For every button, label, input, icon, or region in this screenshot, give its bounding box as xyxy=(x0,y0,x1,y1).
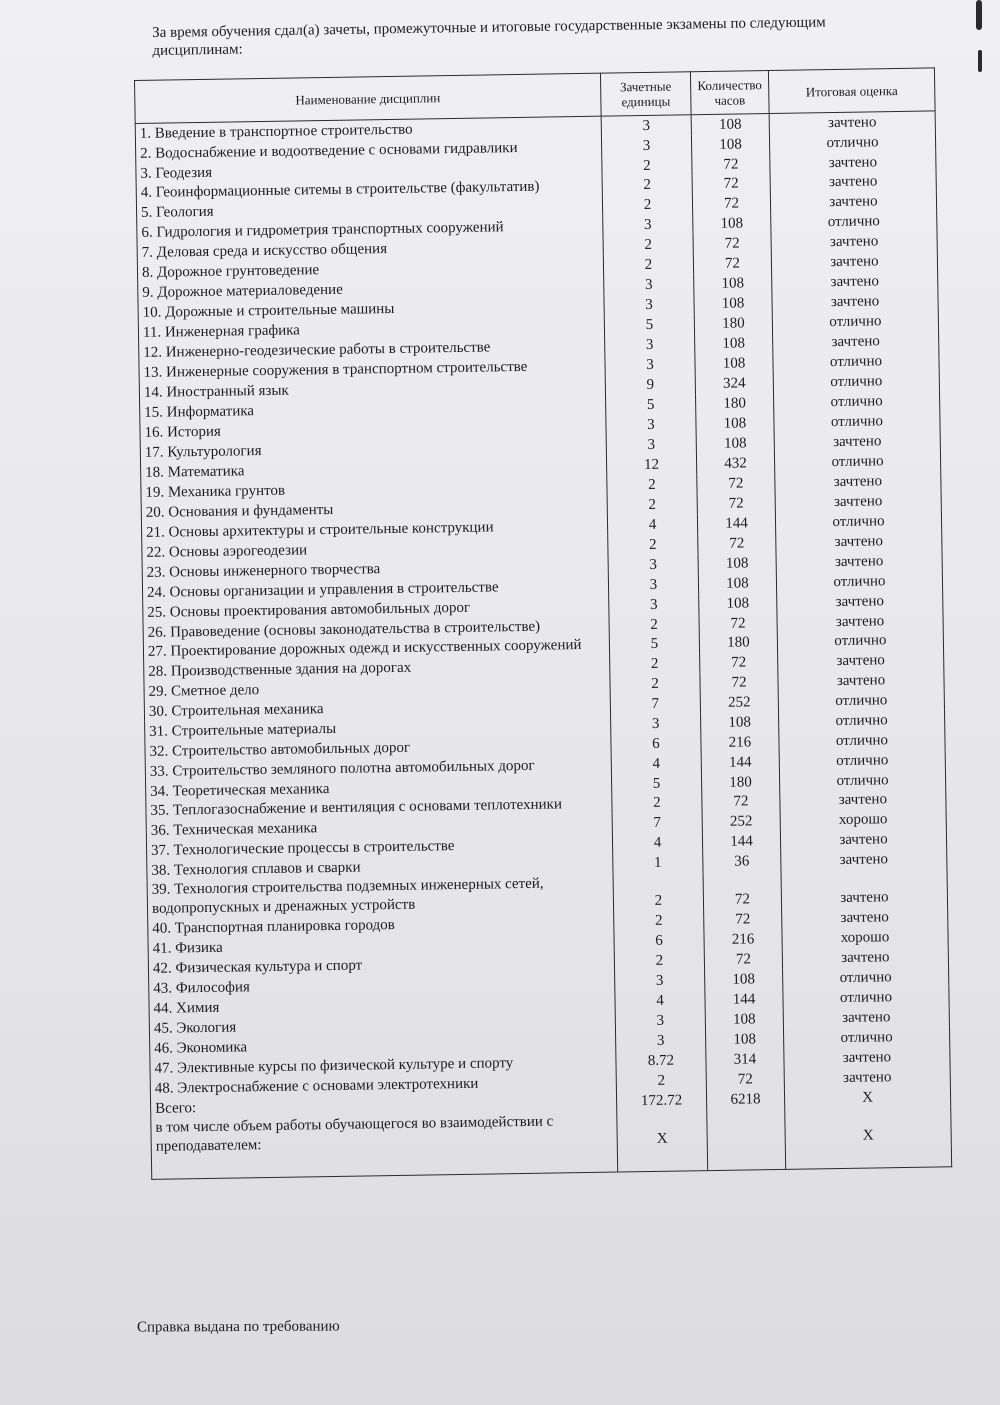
grade-cell: отлично xyxy=(773,390,939,413)
hours-cell: 72 xyxy=(704,949,782,970)
grade-cell: отлично xyxy=(779,749,945,772)
grade-cell: зачтено xyxy=(776,550,942,573)
discipline-name: 22. Основы аэрогеодезии xyxy=(142,536,608,563)
credits-cell: 3 xyxy=(606,434,696,455)
discipline-name: 4. Геоинформационные ситемы в строительстве (факультатив) xyxy=(136,177,602,203)
grade-cell: зачтено xyxy=(772,290,938,313)
grade-cell: зачтено xyxy=(769,111,935,134)
hours-cell: 108 xyxy=(695,353,773,374)
footer-note: Справка выдана по требованию xyxy=(136,1318,340,1336)
hours-cell: 252 xyxy=(700,692,778,713)
grade-cell: X xyxy=(785,1106,952,1147)
hours-cell: 108 xyxy=(705,1009,783,1030)
hours-cell: 72 xyxy=(698,533,776,554)
discipline-name: 6. Гидрология и гидрометрия транспортных сооружений xyxy=(137,216,603,243)
credits-cell: 2 xyxy=(603,254,693,275)
hours-cell: 108 xyxy=(698,553,776,574)
credits-cell: 172.72 xyxy=(616,1090,706,1111)
grade-cell: отлично xyxy=(778,689,944,712)
hours-cell: 72 xyxy=(697,493,775,514)
discipline-name: 10. Дорожные и строительные машины xyxy=(138,296,604,323)
grade-cell: зачтено xyxy=(778,649,944,672)
discipline-name: 32. Строительство автомобильных дорог xyxy=(145,735,611,762)
discipline-name: 2. Водоснабжение и водоотведение с основами гидравлики xyxy=(136,137,602,164)
grade-cell: отлично xyxy=(772,310,938,333)
hours-cell: 72 xyxy=(699,613,777,634)
credits-cell: 3 xyxy=(608,554,698,575)
grade-cell: зачтено xyxy=(775,470,941,493)
grade-cell: зачтено xyxy=(783,1006,949,1029)
hours-cell: 108 xyxy=(694,293,772,314)
credits-cell: 1 xyxy=(613,852,703,873)
grade-cell: отлично xyxy=(775,510,941,533)
discipline-name: 42. Физическая культура и спорт xyxy=(148,952,614,979)
credits-cell: 6 xyxy=(614,930,704,951)
discipline-name: 34. Теоретическая механика xyxy=(146,775,612,802)
credits-cell: 2 xyxy=(607,494,697,515)
hours-cell: 72 xyxy=(706,1069,784,1090)
hours-cell: 108 xyxy=(691,114,769,136)
hours-cell: 216 xyxy=(701,732,779,753)
grade-cell: отлично xyxy=(769,131,935,154)
discipline-name: 17. Культурология xyxy=(140,436,606,463)
discipline-name: 19. Механика грунтов xyxy=(141,476,607,503)
credits-cell: 5 xyxy=(604,314,694,335)
hours-cell: 108 xyxy=(698,573,776,594)
credits-cell: 2 xyxy=(613,872,704,911)
grades-table xyxy=(134,67,952,1179)
discipline-name: 13. Инженерные сооружения в транспортном строительстве xyxy=(139,356,605,383)
credits-cell: 2 xyxy=(602,175,692,195)
credits-cell: 4 xyxy=(607,514,697,535)
credits-cell: 2 xyxy=(610,673,700,694)
credits-cell: 2 xyxy=(614,910,704,931)
credits-cell: 3 xyxy=(611,713,701,734)
discipline-name: 21. Основы архитектуры и строительные конструкции xyxy=(141,516,607,543)
hours-cell: 108 xyxy=(691,134,769,155)
discipline-name: 23. Основы инженерного творчества xyxy=(142,556,608,583)
discipline-name: 47. Элективные курсы по физической культуре и спорту xyxy=(150,1052,616,1079)
grade-cell: отлично xyxy=(773,370,939,393)
discipline-name: 14. Иностранный язык xyxy=(139,376,605,403)
grade-cell: зачтено xyxy=(773,330,939,353)
grade-cell: отлично xyxy=(774,410,940,433)
credits-cell: 8.72 xyxy=(616,1050,706,1071)
hours-cell: 108 xyxy=(701,712,779,733)
credits-cell: 2 xyxy=(602,194,692,215)
credits-cell: 6 xyxy=(611,733,701,754)
grade-cell: зачтено xyxy=(770,151,936,174)
discipline-name: 35. Теплогазоснабжение и вентиляция с основами теплотехники xyxy=(146,795,612,821)
hours-cell: 108 xyxy=(693,213,771,234)
hours-cell: 108 xyxy=(695,333,773,354)
credits-cell: 3 xyxy=(601,115,691,137)
grade-cell: зачтено xyxy=(780,828,946,851)
credits-cell: 3 xyxy=(615,1010,705,1031)
grade-cell: хорошо xyxy=(782,926,948,949)
discipline-name: 46. Экономика xyxy=(150,1032,616,1059)
credits-cell: 3 xyxy=(604,294,694,315)
hours-cell: 72 xyxy=(693,253,771,274)
intro-text: За время обучения сдал(а) зачеты, промежуточные и итоговые государственные экзамены по следующим дисциплинам: xyxy=(152,14,826,59)
discipline-name: 1. Введение в транспортное строительство xyxy=(135,116,601,144)
grade-cell: зачтено xyxy=(784,1046,950,1069)
grade-cell: зачтено xyxy=(781,868,948,909)
grade-cell: зачтено xyxy=(771,230,937,253)
hours-cell: 72 xyxy=(702,792,780,812)
grade-cell: отлично xyxy=(783,986,949,1009)
edge-mark xyxy=(976,0,982,30)
grade-cell: зачтено xyxy=(770,171,936,193)
credits-cell: 3 xyxy=(605,334,695,355)
credits-cell: 12 xyxy=(606,454,696,475)
credits-cell: 5 xyxy=(611,773,701,794)
hours-cell: 180 xyxy=(699,633,777,653)
credits-cell: 4 xyxy=(612,832,702,853)
header-grade: Итоговая оценка xyxy=(768,68,935,114)
grade-cell: отлично xyxy=(779,769,945,792)
grade-cell: зачтено xyxy=(781,848,947,871)
credits-cell: 3 xyxy=(616,1030,706,1051)
discipline-name: 37. Технологические процессы в строительстве xyxy=(146,834,612,861)
grade-cell: зачтено xyxy=(776,530,942,553)
discipline-name: 39. Технология строительства подземных инженерных сетей, водопропускных и дренажных устройств xyxy=(147,874,614,919)
credits-cell: 5 xyxy=(606,394,696,415)
discipline-name: 9. Дорожное материаловедение xyxy=(138,276,604,303)
credits-cell: 2 xyxy=(614,950,704,971)
discipline-name: 12. Инженерно-геодезические работы в строительстве xyxy=(139,336,605,363)
credits-cell: 2 xyxy=(603,234,693,255)
grade-cell: зачтено xyxy=(782,946,948,969)
discipline-name: 26. Правоведение (основы законодательства в строительстве) xyxy=(143,616,609,643)
credits-cell: 2 xyxy=(610,653,700,674)
grade-cell: зачтено xyxy=(777,610,943,633)
credits-cell: 7 xyxy=(612,812,702,833)
credits-cell: 2 xyxy=(609,614,699,635)
discipline-name: 7. Деловая среда и искусство общения xyxy=(137,236,603,263)
discipline-name: 28. Производственные здания на дорогах xyxy=(144,655,610,682)
credits-cell: 3 xyxy=(601,135,691,156)
grade-cell: зачтено xyxy=(771,250,937,273)
discipline-name: 15. Информатика xyxy=(140,396,606,423)
hours-cell: 72 xyxy=(700,672,778,693)
hours-cell xyxy=(707,1109,786,1148)
hours-cell: 72 xyxy=(704,909,782,930)
discipline-name: 3. Геодезия xyxy=(136,157,602,184)
discipline-name: 5. Геология xyxy=(136,196,602,223)
credits-cell: 7 xyxy=(610,693,700,714)
discipline-name: 18. Математика xyxy=(141,456,607,483)
hours-cell: 144 xyxy=(701,752,779,773)
credits-cell: 3 xyxy=(615,970,705,991)
discipline-name: 24. Основы организации и управления в строительстве xyxy=(142,576,608,603)
grade-cell: отлично xyxy=(777,630,943,652)
discipline-name: 31. Строительные материалы xyxy=(145,715,611,742)
discipline-name: 38. Технология сплавов и сварки xyxy=(147,854,613,881)
grade-cell: отлично xyxy=(773,350,939,373)
credits-cell: 3 xyxy=(604,274,694,295)
hours-cell: 108 xyxy=(699,593,777,614)
table-body xyxy=(135,111,951,1179)
grade-cell: зачтено xyxy=(777,590,943,613)
discipline-name: 11. Инженерная графика xyxy=(138,316,604,343)
hours-cell: 72 xyxy=(693,233,771,254)
discipline-name: 29. Сметное дело xyxy=(144,675,610,702)
discipline-name: 30. Строительная механика xyxy=(144,695,610,722)
hours-cell: 314 xyxy=(706,1049,784,1070)
discipline-name: 48. Электроснабжение с основами электротехники xyxy=(150,1072,616,1099)
discipline-name: 36. Техническая механика xyxy=(146,814,612,841)
hours-cell: 72 xyxy=(692,174,770,194)
discipline-name: 43. Философия xyxy=(149,972,615,999)
discipline-name: Всего: xyxy=(151,1092,617,1119)
hours-cell: 72 xyxy=(697,473,775,494)
hours-cell: 432 xyxy=(696,453,774,474)
credits-cell: 5 xyxy=(609,634,699,654)
grade-cell: зачтено xyxy=(784,1066,950,1089)
hours-cell: 144 xyxy=(697,513,775,534)
header-discipline: Наименование дисциплин xyxy=(135,73,602,123)
hours-cell: 72 xyxy=(703,871,782,910)
credits-cell: 2 xyxy=(602,155,692,176)
hours-cell: 216 xyxy=(704,929,782,950)
credits-cell: 2 xyxy=(607,474,697,495)
credits-cell: 3 xyxy=(606,414,696,435)
grade-cell: зачтено xyxy=(770,190,936,213)
credits-cell: 4 xyxy=(611,753,701,774)
hours-cell: 108 xyxy=(696,413,774,434)
grade-cell: отлично xyxy=(779,709,945,732)
credits-cell: 2 xyxy=(612,793,702,813)
discipline-name: 41. Физика xyxy=(148,932,614,959)
hours-cell: 72 xyxy=(700,652,778,673)
edge-mark xyxy=(978,50,982,72)
grade-cell: отлично xyxy=(774,450,940,473)
credits-cell: 3 xyxy=(608,574,698,595)
hours-cell: 108 xyxy=(705,969,783,990)
hours-cell: 144 xyxy=(705,989,783,1010)
hours-cell: 108 xyxy=(694,273,772,294)
grade-cell: зачтено xyxy=(780,789,946,811)
discipline-name: 16. История xyxy=(140,416,606,443)
header-credits: Зачетные единицы xyxy=(600,72,691,116)
grade-cell: зачтено xyxy=(782,906,948,929)
grade-cell: отлично xyxy=(776,570,942,593)
discipline-name: 8. Дорожное грунтоведение xyxy=(137,256,603,283)
hours-cell: 108 xyxy=(705,1029,783,1050)
grades-table-wrapper xyxy=(134,67,951,1179)
hours-cell: 180 xyxy=(701,772,779,793)
discipline-name: 33. Строительство земляного полотна автомобильных дорог xyxy=(145,755,611,782)
hours-cell: 72 xyxy=(692,193,770,214)
discipline-name: 44. Химия xyxy=(149,992,615,1019)
discipline-name: 20. Основания и фундаменты xyxy=(141,496,607,523)
credits-cell: 3 xyxy=(605,354,695,375)
grade-cell: зачтено xyxy=(774,430,940,453)
credits-cell: 2 xyxy=(608,534,698,555)
grade-cell: зачтено xyxy=(778,669,944,692)
grade-cell: отлично xyxy=(783,1026,949,1049)
hours-cell: 324 xyxy=(695,373,773,394)
hours-cell: 180 xyxy=(694,313,772,334)
hours-cell: 180 xyxy=(696,393,774,414)
credits-cell: 3 xyxy=(603,214,693,235)
grade-cell: зачтено xyxy=(775,490,941,513)
discipline-name: в том числе объем работы обучающегося во взаимодействии с преподавателем: xyxy=(151,1112,618,1157)
credits-cell: X xyxy=(617,1110,708,1149)
credits-cell: 3 xyxy=(609,594,699,615)
hours-cell: 252 xyxy=(702,811,780,832)
discipline-name: 45. Экология xyxy=(149,1012,615,1039)
grade-cell: хорошо xyxy=(780,808,946,831)
credits-cell: 2 xyxy=(616,1070,706,1091)
hours-cell: 108 xyxy=(696,433,774,454)
credits-cell: 9 xyxy=(605,374,695,395)
discipline-name: 25. Основы проектирования автомобильных дорог xyxy=(143,596,609,623)
discipline-name: 27. Проектирование дорожных одежд и искусственных сооружений xyxy=(143,636,609,662)
hours-cell: 6218 xyxy=(706,1089,784,1110)
header-hours: Количество часов xyxy=(690,71,769,115)
grade-cell: отлично xyxy=(779,729,945,752)
credits-cell: 4 xyxy=(615,990,705,1011)
grade-cell: зачтено xyxy=(772,270,938,293)
grade-cell: отлично xyxy=(771,210,937,233)
hours-cell: 36 xyxy=(703,851,781,872)
grade-cell: X xyxy=(784,1086,950,1109)
grade-cell: отлично xyxy=(783,966,949,989)
discipline-name: 40. Транспортная планировка городов xyxy=(148,912,614,939)
hours-cell: 72 xyxy=(692,154,770,175)
hours-cell: 144 xyxy=(702,831,780,852)
